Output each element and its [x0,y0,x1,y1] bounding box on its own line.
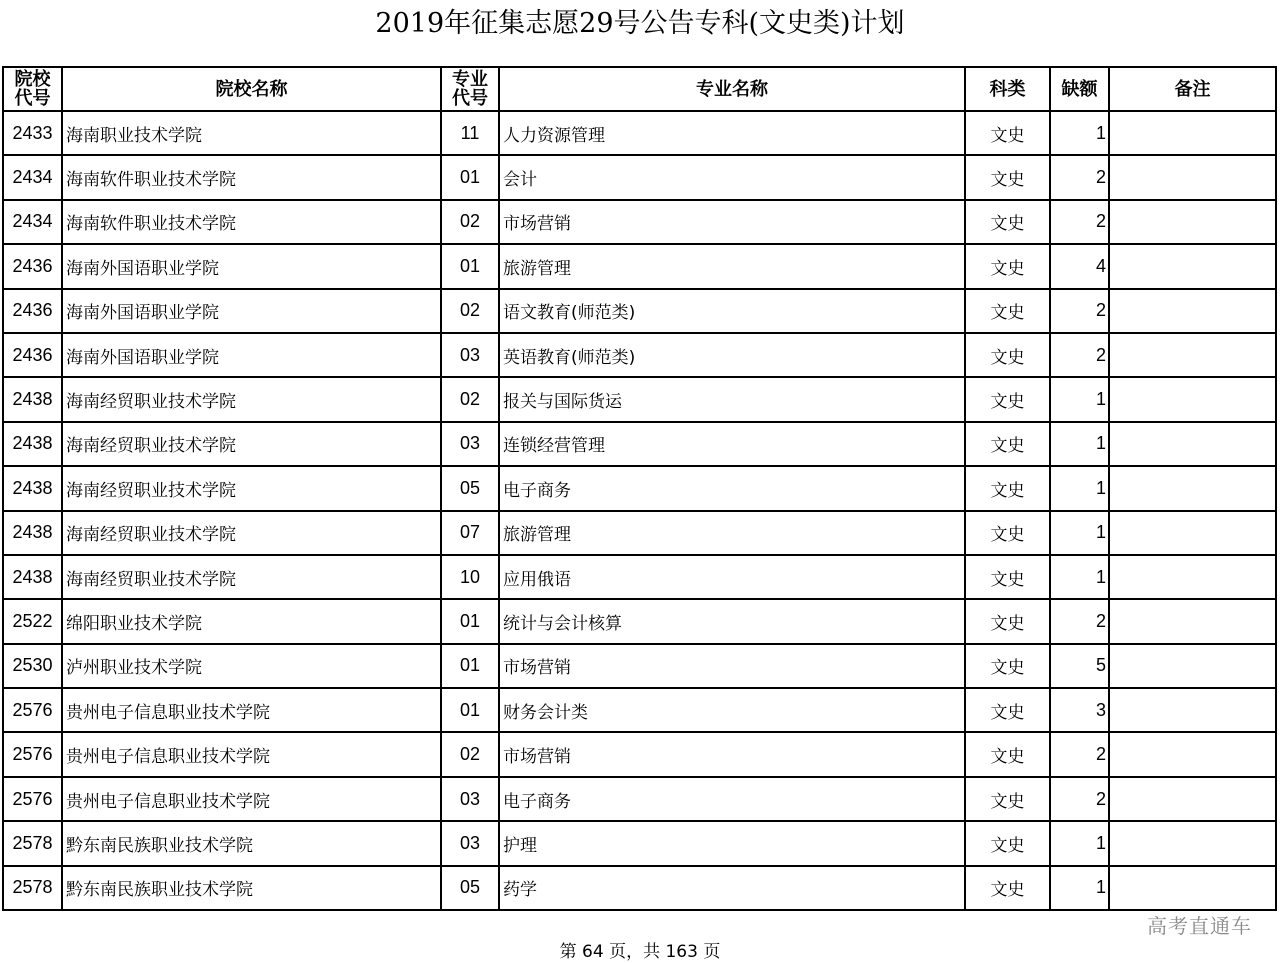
table-row [3,688,1276,732]
quota-cell: 2 [1050,200,1109,244]
school-name-cell: 泸州职业技术学院 [62,644,441,688]
major-code-cell: 01 [441,155,499,199]
school-name-cell: 海南经贸职业技术学院 [62,422,441,466]
school-code-cell: 2438 [3,511,62,555]
category-cell: 文史 [965,155,1050,199]
major-code-cell: 05 [441,866,499,910]
school-code-cell: 2434 [3,200,62,244]
note-cell [1109,555,1276,599]
table-row [3,377,1276,421]
category-cell: 文史 [965,821,1050,865]
category-cell: 文史 [965,377,1050,421]
category-cell: 文史 [965,244,1050,288]
major-name-cell: 语文教育(师范类) [499,289,965,333]
major-code-cell: 03 [441,422,499,466]
note-cell [1109,688,1276,732]
note-cell [1109,644,1276,688]
school-name-cell: 海南外国语职业学院 [62,333,441,377]
major-name-cell: 市场营销 [499,732,965,776]
note-cell [1109,155,1276,199]
school-code-cell: 2576 [3,732,62,776]
table-header-row [3,67,1276,111]
major-code-cell: 05 [441,466,499,510]
table-row [3,333,1276,377]
major-code-cell: 03 [441,821,499,865]
major-name-cell: 财务会计类 [499,688,965,732]
note-cell [1109,244,1276,288]
major-name-cell: 统计与会计核算 [499,599,965,643]
category-cell: 文史 [965,732,1050,776]
school-code-cell: 2576 [3,777,62,821]
note-cell [1109,333,1276,377]
school-name-cell: 绵阳职业技术学院 [62,599,441,643]
note-cell [1109,200,1276,244]
table-row [3,732,1276,776]
school-name-cell: 海南经贸职业技术学院 [62,511,441,555]
major-name-cell: 护理 [499,821,965,865]
major-name-cell: 人力资源管理 [499,111,965,155]
major-name-cell: 应用俄语 [499,555,965,599]
school-code-cell: 2576 [3,688,62,732]
header-major-name: 专业名称 [499,67,965,111]
major-code-cell: 02 [441,377,499,421]
quota-cell: 2 [1050,777,1109,821]
school-name-cell: 贵州电子信息职业技术学院 [62,732,441,776]
major-code-cell: 02 [441,732,499,776]
table-row [3,289,1276,333]
category-cell: 文史 [965,866,1050,910]
school-code-cell: 2438 [3,377,62,421]
table-row [3,866,1276,910]
quota-cell: 2 [1050,333,1109,377]
major-code-cell: 11 [441,111,499,155]
major-name-cell: 药学 [499,866,965,910]
school-name-cell: 海南经贸职业技术学院 [62,466,441,510]
major-name-cell: 连锁经营管理 [499,422,965,466]
major-code-cell: 01 [441,599,499,643]
header-school-name: 院校名称 [62,67,441,111]
header-school-code-line2: 代号 [14,88,51,109]
school-name-cell: 海南经贸职业技术学院 [62,555,441,599]
major-name-cell: 报关与国际货运 [499,377,965,421]
major-code-cell: 03 [441,333,499,377]
major-code-cell: 10 [441,555,499,599]
school-code-cell: 2438 [3,466,62,510]
quota-cell: 2 [1050,599,1109,643]
quota-cell: 1 [1050,466,1109,510]
school-code-cell: 2438 [3,422,62,466]
major-name-cell: 会计 [499,155,965,199]
page-footer: 第 64 页，共 163 页 [559,942,721,962]
table-row [3,111,1276,155]
category-cell: 文史 [965,599,1050,643]
table-row [3,155,1276,199]
header-major-code [441,67,499,111]
header-school-code [3,67,62,111]
quota-cell: 1 [1050,377,1109,421]
school-name-cell: 黔东南民族职业技术学院 [62,821,441,865]
quota-cell: 2 [1050,732,1109,776]
quota-cell: 1 [1050,111,1109,155]
note-cell [1109,111,1276,155]
school-code-cell: 2433 [3,111,62,155]
quota-cell: 1 [1050,511,1109,555]
major-name-cell: 电子商务 [499,777,965,821]
table-row [3,466,1276,510]
quota-cell: 1 [1050,866,1109,910]
table-row [3,511,1276,555]
quota-cell: 1 [1050,555,1109,599]
header-major-code-line1: 专业 [452,69,488,90]
category-cell: 文史 [965,200,1050,244]
note-cell [1109,599,1276,643]
school-name-cell: 黔东南民族职业技术学院 [62,866,441,910]
school-code-cell: 2578 [3,866,62,910]
note-cell [1109,777,1276,821]
note-cell [1109,511,1276,555]
category-cell: 文史 [965,333,1050,377]
school-name-cell: 海南职业技术学院 [62,111,441,155]
school-name-cell: 海南经贸职业技术学院 [62,377,441,421]
category-cell: 文史 [965,111,1050,155]
note-cell [1109,422,1276,466]
header-category: 科类 [965,67,1050,111]
header-major-code-line2: 代号 [452,88,488,109]
school-name-cell: 海南软件职业技术学院 [62,200,441,244]
category-cell: 文史 [965,688,1050,732]
major-name-cell: 电子商务 [499,466,965,510]
category-cell: 文史 [965,466,1050,510]
school-name-cell: 贵州电子信息职业技术学院 [62,777,441,821]
major-code-cell: 03 [441,777,499,821]
note-cell [1109,289,1276,333]
header-school-code-line1: 院校 [14,69,51,90]
note-cell [1109,377,1276,421]
note-cell [1109,466,1276,510]
major-code-cell: 01 [441,644,499,688]
major-code-cell: 02 [441,200,499,244]
note-cell [1109,732,1276,776]
school-code-cell: 2578 [3,821,62,865]
category-cell: 文史 [965,555,1050,599]
quota-cell: 3 [1050,688,1109,732]
page-title: 2019年征集志愿29号公告专科(文史类)计划 [375,8,905,39]
category-cell: 文史 [965,289,1050,333]
major-name-cell: 旅游管理 [499,244,965,288]
major-code-cell: 01 [441,244,499,288]
quota-cell: 1 [1050,821,1109,865]
major-name-cell: 市场营销 [499,200,965,244]
category-cell: 文史 [965,511,1050,555]
note-cell [1109,866,1276,910]
category-cell: 文史 [965,422,1050,466]
category-cell: 文史 [965,644,1050,688]
school-code-cell: 2434 [3,155,62,199]
table-row [3,200,1276,244]
major-code-cell: 01 [441,688,499,732]
school-name-cell: 海南软件职业技术学院 [62,155,441,199]
note-cell [1109,821,1276,865]
major-code-cell: 07 [441,511,499,555]
school-code-cell: 2436 [3,244,62,288]
header-quota: 缺额 [1050,67,1109,111]
table-row [3,555,1276,599]
quota-cell: 1 [1050,422,1109,466]
major-name-cell: 英语教育(师范类) [499,333,965,377]
school-name-cell: 海南外国语职业学院 [62,244,441,288]
school-code-cell: 2530 [3,644,62,688]
school-code-cell: 2522 [3,599,62,643]
major-name-cell: 旅游管理 [499,511,965,555]
table-row [3,599,1276,643]
table-row [3,644,1276,688]
school-code-cell: 2436 [3,333,62,377]
category-cell: 文史 [965,777,1050,821]
school-name-cell: 海南外国语职业学院 [62,289,441,333]
quota-cell: 5 [1050,644,1109,688]
major-name-cell: 市场营销 [499,644,965,688]
school-code-cell: 2438 [3,555,62,599]
plan-table [2,66,1277,911]
watermark-text: 高考直通车 [1147,914,1252,938]
quota-cell: 2 [1050,289,1109,333]
school-code-cell: 2436 [3,289,62,333]
table-row [3,244,1276,288]
school-name-cell: 贵州电子信息职业技术学院 [62,688,441,732]
table-row [3,777,1276,821]
header-note: 备注 [1109,67,1276,111]
table-row [3,422,1276,466]
quota-cell: 4 [1050,244,1109,288]
major-code-cell: 02 [441,289,499,333]
table-row [3,821,1276,865]
quota-cell: 2 [1050,155,1109,199]
